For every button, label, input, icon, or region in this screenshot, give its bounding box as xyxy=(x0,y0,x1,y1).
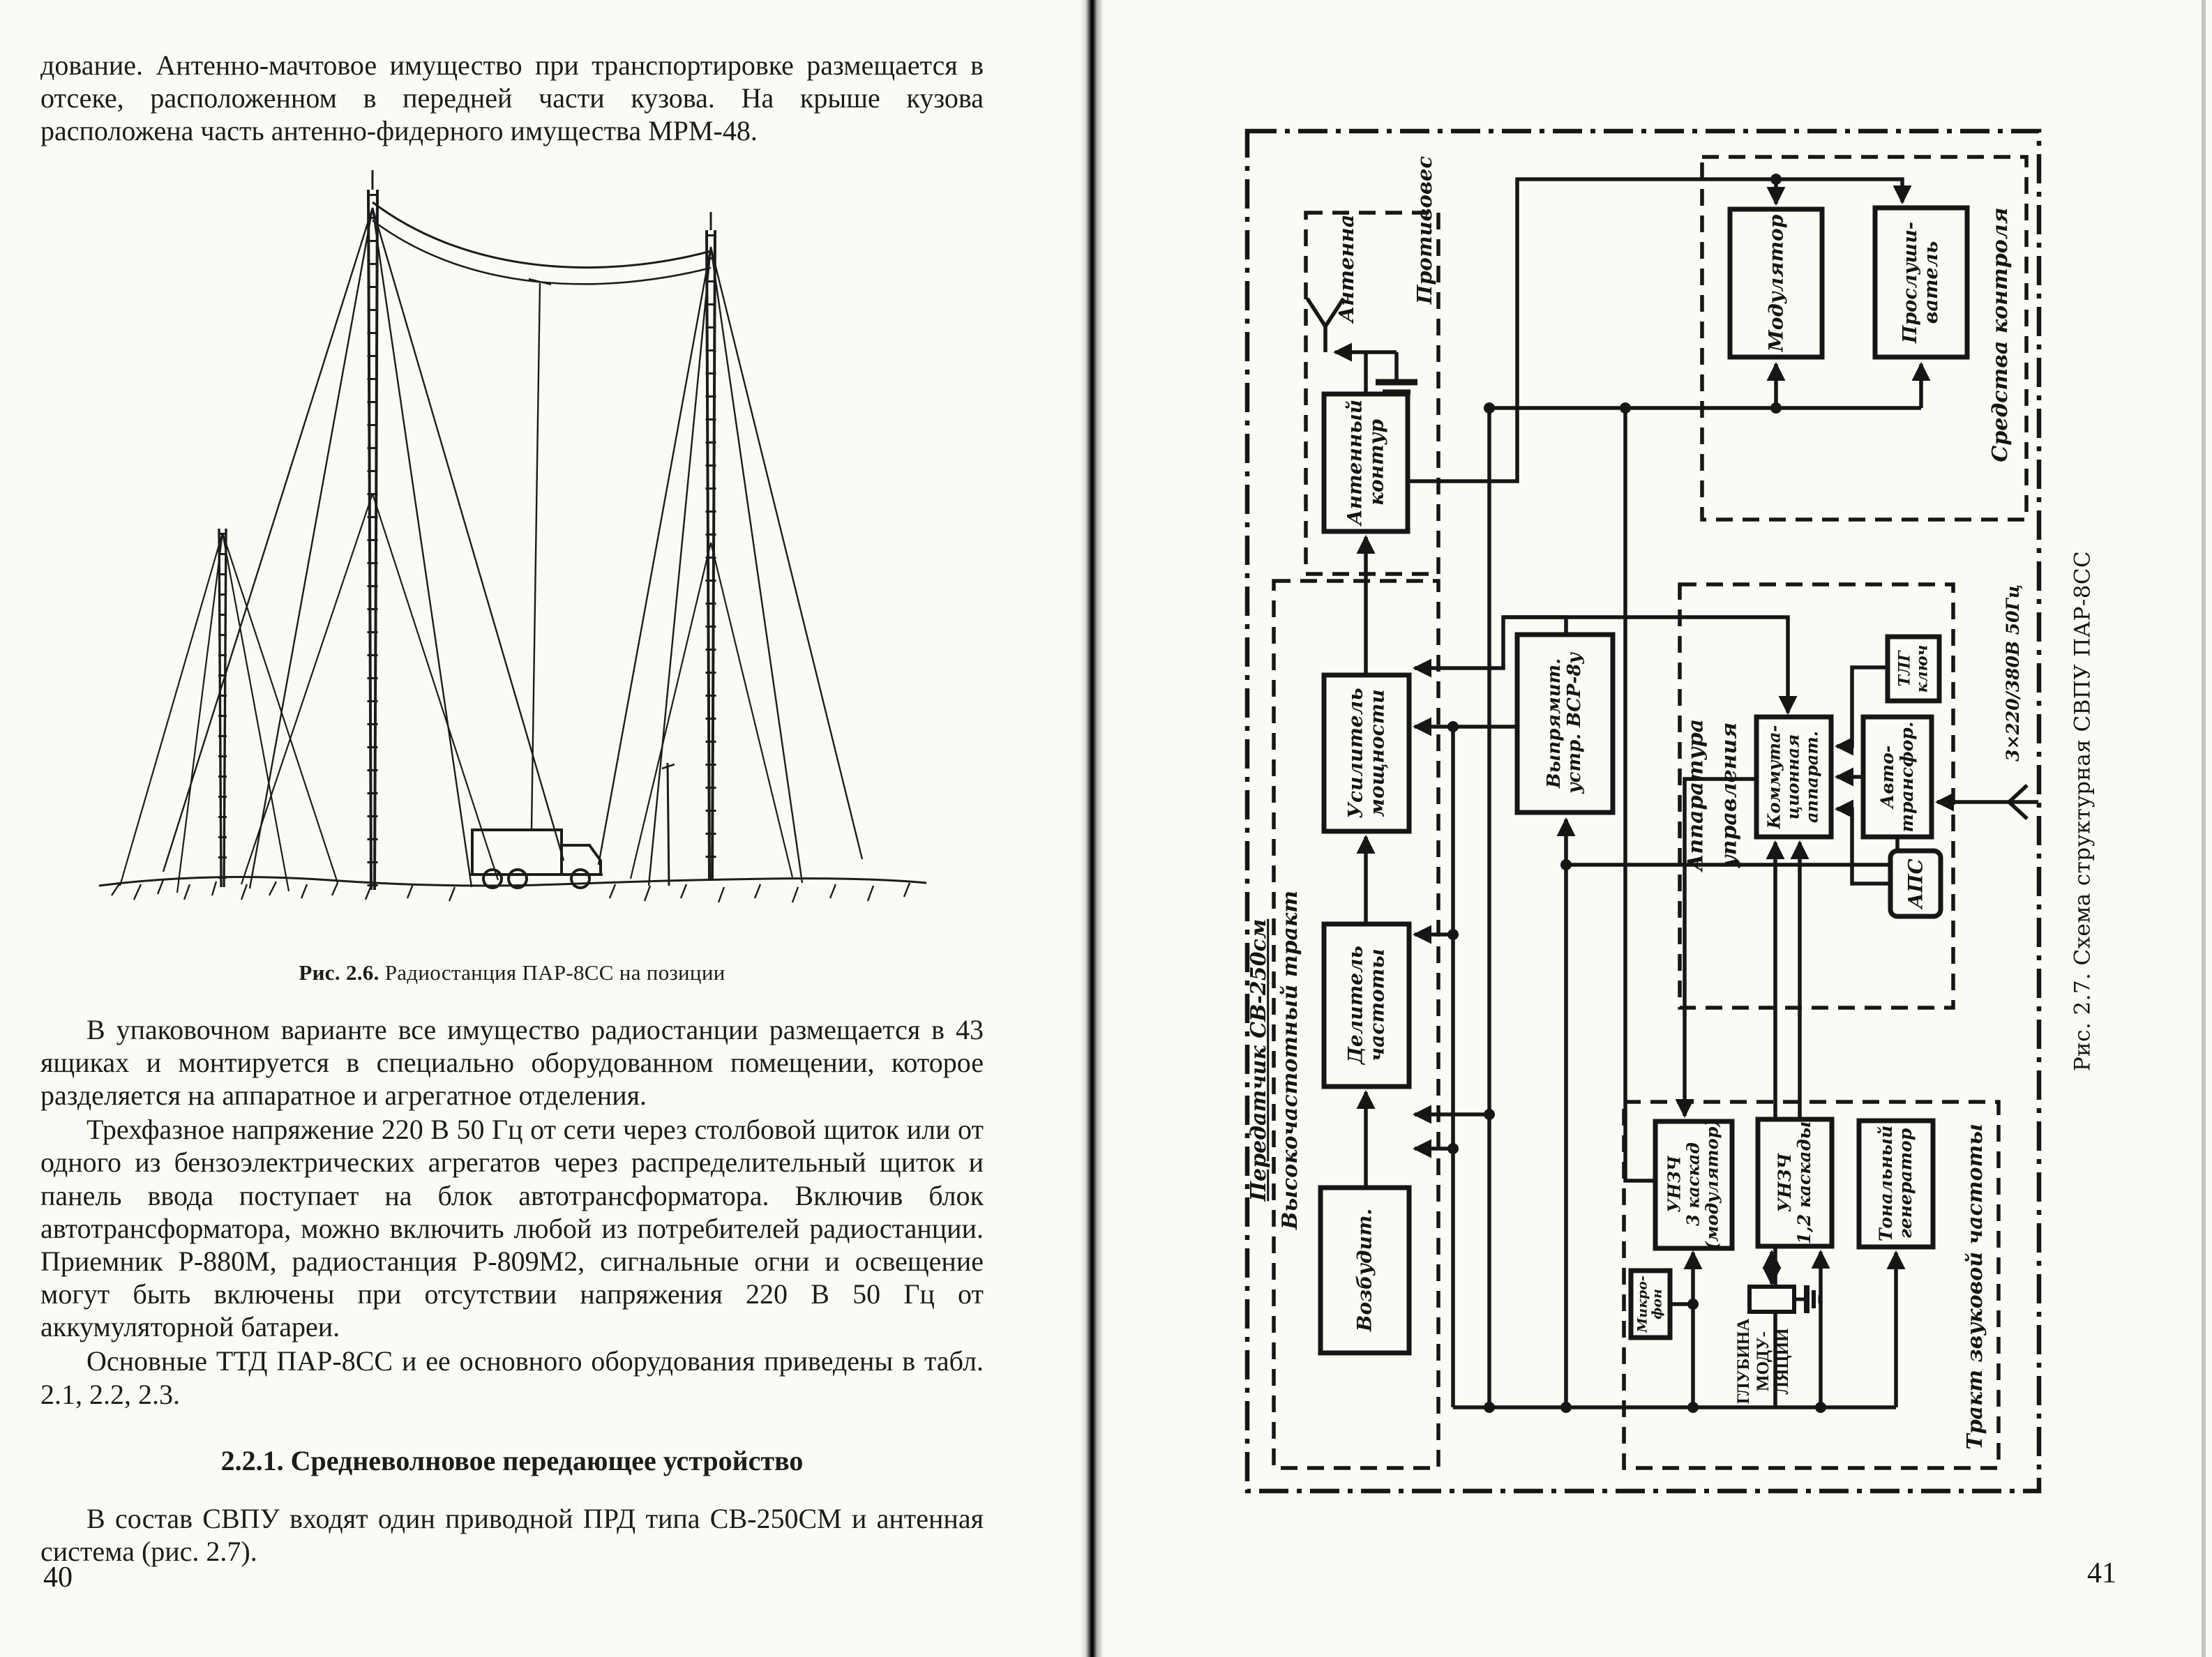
label-tone-generator: Тональный генератор xyxy=(1876,1125,1916,1242)
paragraph: дование. Антенно-мачтовое имущество при транспортировке размещается в отсеке, расположенном в передней части кузова. На крыше кузова расположена часть антенно-фидерного имущества МРМ-48. xyxy=(40,50,984,147)
label-frequency-divider: Делитель частоты xyxy=(1344,946,1389,1064)
antenna-wires xyxy=(373,202,711,828)
paragraph: Трехфазное напряжение 220 В 50 Гц от сети через столбовой щиток или от одного из бензоэлектрических агрегатов через распределительный щиток и панель ввода поступает на блок автотрансформатора. Включив блок автотрансформатора, можно включить любой из потребителей радиостанции. Приемник Р-880М, радиостанция Р-809М2, сигнальные огни и освещение могут быть включены при отсутствии напряжения 220 В 50 Гц от аккумуляторной батареи. xyxy=(40,1114,984,1343)
figure-caption-number: Рис. 2.6. xyxy=(299,960,379,985)
label-power-amplifier: Усилитель мощности xyxy=(1344,688,1389,819)
truck xyxy=(470,830,603,888)
label-unch3: УНЗЧ 3 каскад (модулятор) xyxy=(1664,1119,1722,1250)
figure-2-7-caption: Рис. 2.7. Схема структурная СВПУ ПАР-8СС xyxy=(2070,550,2096,1072)
label-mains: 3×220/380В 50Гц xyxy=(2003,584,2023,762)
paragraph: Основные ТТД ПАР-8СС и ее основного оборудования приведены в табл. 2.1, 2.2, 2.3. xyxy=(40,1345,984,1410)
label-unch12: УНЗЧ 1,2 каскады xyxy=(1775,1121,1814,1245)
label-tlg-key: ТЛГ ключ xyxy=(1895,644,1931,693)
label-modulator: Модулятор xyxy=(1764,214,1788,352)
label-aps: АПС xyxy=(1904,858,1927,909)
label-microphone: Микро- фон xyxy=(1634,1276,1665,1333)
page-number-right: 41 xyxy=(2087,1557,2116,1589)
section-heading: 2.2.1. Средневолновое передающее устройство xyxy=(220,1444,804,1476)
antenna-site-illustration xyxy=(80,166,945,947)
label-listening-device: Прослуши- ватель xyxy=(1899,221,1942,344)
ground-icon xyxy=(1794,1285,1820,1313)
page-number-left: 40 xyxy=(43,1561,73,1594)
label-rf-path-group: Высокочастотный тракт xyxy=(1278,891,1303,1229)
label-transmitter-group: Передатчик СВ-250см xyxy=(1247,918,1272,1202)
label-control-equipment-group: Аппаратура управления xyxy=(1683,718,1741,872)
label-switching-apparatus: Коммута- ционная аппарат. xyxy=(1763,725,1822,829)
structural-diagram xyxy=(1095,0,2212,1657)
paragraph: В упаковочном варианте все имущество радиостанции размещается в 43 ящиках и монтируется в специально оборудованном помещении, которое разделяется на аппаратное и агрегатное отделения. xyxy=(40,1013,984,1111)
label-rectifier: Выпрямит. устр. ВСР-8у xyxy=(1543,653,1585,794)
feeder-pole xyxy=(662,763,675,886)
label-antenna-circuit: Антенный контур xyxy=(1343,399,1388,526)
figure-caption-text: Радиостанция ПАР-8СС на позиции xyxy=(379,960,725,985)
figure-caption xyxy=(40,960,984,985)
label-control-means-group: Средства контроля xyxy=(1988,207,2013,462)
label-exciter: Возбудит. xyxy=(1353,1208,1376,1332)
potentiometer-icon xyxy=(1750,1287,1794,1312)
mast-tall-left xyxy=(163,170,564,890)
label-autotransformer: Авто- трансфор. xyxy=(1877,721,1917,833)
label-counterweight: Противовес xyxy=(1412,156,1436,305)
label-antenna: Антенна xyxy=(1334,214,1358,323)
mast-tall-right xyxy=(599,212,862,886)
paragraph: В состав СВПУ входят один приводной ПРД типа СВ-250СМ и антенная система (рис. 2.7). xyxy=(40,1502,984,1567)
left-page xyxy=(40,49,984,1569)
label-modulation-depth: ГЛУБИНА МОДУ- ЛЯЦИИ xyxy=(1734,1318,1792,1405)
figure-antenna-station xyxy=(40,166,984,951)
label-audio-path-group: Тракт звуковой частоты xyxy=(1963,1123,1988,1450)
